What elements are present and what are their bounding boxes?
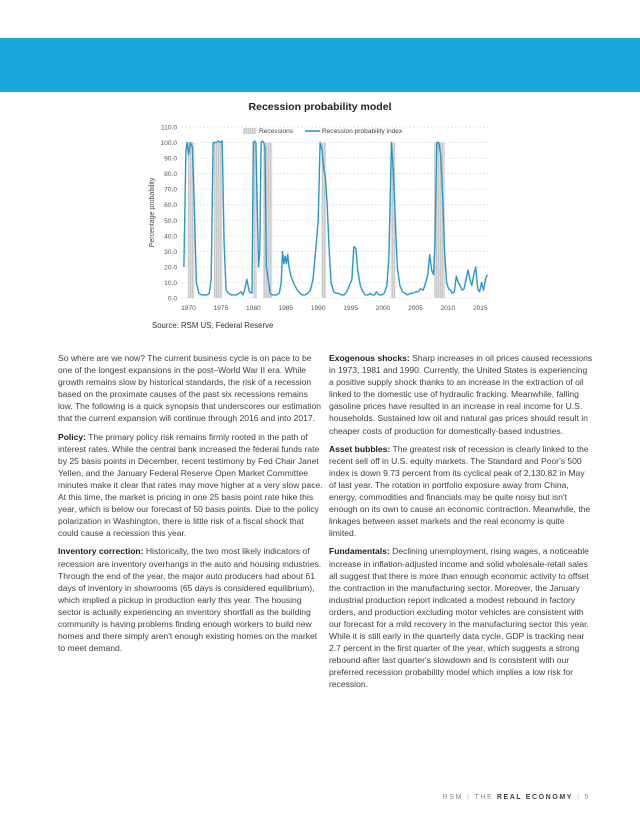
- legend-recessions-swatch: [243, 128, 256, 134]
- x-tick-label: 1990: [310, 305, 326, 312]
- intro-paragraph: [58, 352, 323, 425]
- page-number: 5: [584, 794, 590, 801]
- exogenous-text: Sharp increases in oil prices caused recessions in 1973, 1981 and 1990. Currently, the United States is experiencing a positive supply shock thanks to an increase in the extraction of oil linked to the domestic use of hydraulic fracking. Meanwhile, falling gasoline prices have resulted in an increase in real income for U.S. households. Sustained low oil and natural gas prices should result in cheaper costs of production for domestically-based industries.: [329, 353, 593, 436]
- x-tick-label: 1995: [343, 305, 358, 312]
- policy-label: Policy:: [58, 431, 87, 442]
- y-tick-label: 30.0: [164, 248, 177, 256]
- footer-separator: |: [467, 794, 471, 801]
- y-tick-label: 50.0: [164, 217, 177, 225]
- x-tick-label: 2015: [472, 305, 488, 312]
- x-tick-label: 1975: [213, 305, 229, 312]
- footer-brand: RSM: [442, 794, 464, 801]
- x-tick-label: 1970: [181, 305, 196, 312]
- policy-text: The primary policy risk remains firmly rooted in the path of interest rates. While the central bank increased the federal funds rate by 25 basis points in December, recent testimony by Fed Chair Janet Yellen, and the January Federal Reserve Open Market Committee minutes make it clear that rates may move higher at a very slow pace. At this time, the market is pricing in one 25 basis point rate hike this year, which is below our forecast of 50 basis points. Due to the policy polarization in Washington, there is little risk of a fiscal shock that could cause a recession this year.: [58, 431, 323, 539]
- fundamentals-text: Declining unemployment, rising wages, a noticeable increase in inflation-adjusted income and solid wholesale-retail sales all suggest that there is more than enough economic activity to offset the contraction in the manufacturing sector. Moreover, the January industrial production report indicated a modest rebound in factory orders, and production excluding motor vehicles are consistent with our forecast for a mild recovery in the manufacturing sector this year. While it is still early in the quarterly data cycle, GDP is tracking near 2.7 percent in the first quarter of the year, which suggests a strong rebound after last quarter's slowdown and is consistent with our preferred recession probability model which implies a low risk for recession.: [329, 546, 589, 690]
- y-tick-label: 90.0: [164, 155, 177, 163]
- x-tick-label: 1985: [278, 305, 294, 312]
- x-tick-label: 1980: [245, 305, 261, 312]
- legend-index-label: Recession probability index: [322, 128, 403, 135]
- inventory-paragraph: [58, 545, 323, 654]
- right-column: [329, 352, 594, 697]
- asset-bubbles-label: Asset bubbles:: [329, 443, 391, 454]
- footer-the: THE: [474, 794, 494, 801]
- y-tick-label: 70.0: [164, 186, 177, 194]
- y-tick-label: 100.0: [160, 140, 177, 148]
- chart-title: Recession probability model: [248, 101, 392, 113]
- y-tick-label: 20.0: [164, 264, 177, 272]
- y-tick-label: 0.0: [167, 295, 177, 303]
- left-column: [58, 352, 323, 660]
- y-tick-label: 110.0: [160, 124, 177, 132]
- x-tick-label: 2000: [375, 305, 391, 312]
- y-tick-label: 10.0: [164, 279, 177, 287]
- exogenous-label: Exogenous shocks:: [329, 353, 410, 363]
- exogenous-paragraph: [329, 352, 594, 437]
- asset-bubbles-text: The greatest risk of recession is clearly linked to the recent sell off in U.S. equity markets. The Standard and Poor's 500 index is down 9.73 percent from its cyclical peak of 2,130.82 in May of last year. The rotation in portfolio exposure away from China, energy, commodities and financials may be quite noisy but isn't enough on its own to cause an economic contraction. Meanwhile, the linkages between asset markets and the real economy is quite limited.: [329, 443, 591, 539]
- policy-paragraph: [58, 431, 323, 540]
- page-footer: [443, 794, 590, 801]
- y-tick-label: 60.0: [164, 202, 177, 210]
- fundamentals-paragraph: [329, 545, 594, 690]
- x-tick-label: 2005: [408, 305, 423, 312]
- y-axis-label: Percentage probability: [149, 177, 156, 248]
- intro-text: So where are we now? The current business cycle is on pace to be one of the longest expansions in the post–World War II era. While growth remains slow by historical standards, the risk of a recession based on the proximate causes of the past six recessions remains low. The following is a quick synopsis that underscores our estimation that the current expansion will continue through 2016 and into 2017.: [58, 353, 322, 424]
- legend-recessions-label: Recessions: [259, 128, 294, 135]
- fundamentals-label: Fundamentals:: [329, 546, 390, 557]
- footer-separator-2: |: [577, 794, 581, 801]
- x-tick-label: 2010: [440, 305, 456, 312]
- recession-probability-chart: [0, 112, 640, 322]
- y-tick-label: 40.0: [164, 233, 177, 241]
- chart-source: Source: RSM US, Federal Reserve: [152, 321, 274, 330]
- inventory-text: Historically, the two most likely indicators of recession are inventory overhangs in the auto and housing industries. Through the end of the year, the major auto producers had about 61 days of inventory in showrooms (65 days is considered equilibrium), which implied a pickup in production early this year. The housing sector is actually experiencing an inventory shortfall as the building community is having problems finding enough workers to build new homes and there simply aren't enough existing homes on the market to meet demand.: [58, 546, 322, 654]
- y-tick-label: 80.0: [164, 171, 177, 179]
- header-band: [0, 38, 640, 92]
- asset-bubbles-paragraph: [329, 443, 594, 540]
- footer-publication: REAL ECONOMY: [496, 794, 574, 801]
- inventory-label: Inventory correction:: [58, 546, 144, 557]
